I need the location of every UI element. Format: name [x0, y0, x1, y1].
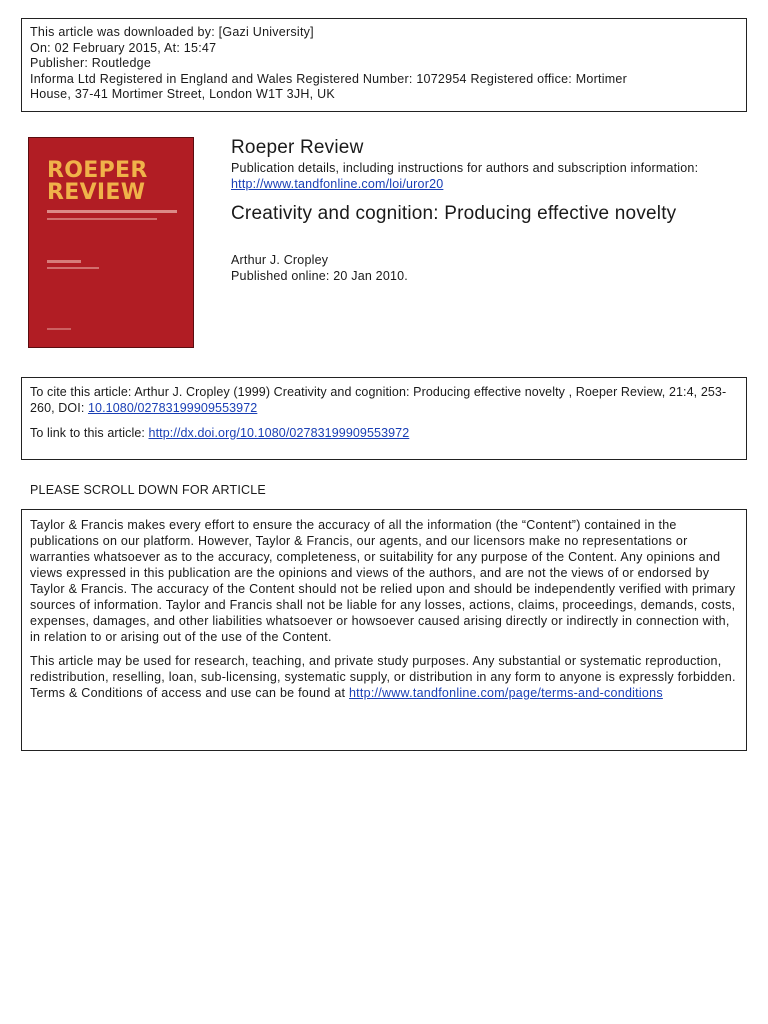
cover-editor-bar	[47, 260, 81, 263]
journal-title: Roeper Review	[231, 137, 364, 158]
cover-editor-name-bar	[47, 267, 99, 269]
download-line: Informa Ltd Registered in England and Wales Registered Number: 1072954 Registered office: Mortimer	[30, 71, 628, 86]
usage-paragraph: This article may be used for research, teaching, and private study purposes. Any substantial or systematic reproduction, redistribution, reselling, loan, sub-licensing, systematic supply, or distribution in any form to anyone is expressly forbidden. Terms & Conditions of access and use can be found at http://www.tandfonline.com/page/terms-and-conditions	[30, 654, 736, 700]
download-line: On: 02 February 2015, At: 15:47	[30, 40, 217, 55]
publication-details: Publication details, including instructions for authors and subscription information:	[231, 161, 699, 175]
article-link-row	[30, 425, 738, 441]
scroll-down-note: PLEASE SCROLL DOWN FOR ARTICLE	[30, 483, 266, 497]
download-info-box	[21, 18, 747, 112]
download-line: This article was downloaded by: [Gazi University]	[30, 25, 314, 39]
cover-issue-bar	[47, 218, 157, 220]
article-doi-link[interactable]: http://dx.doi.org/10.1080/02783199909553972	[148, 426, 410, 440]
published-date: Published online: 20 Jan 2010.	[231, 269, 408, 283]
cover-title: ROEPER REVIEW	[47, 158, 148, 205]
terms-box	[21, 509, 747, 751]
journal-link[interactable]: http://www.tandfonline.com/loi/uror20	[231, 177, 444, 191]
article-author: Arthur J. Cropley	[231, 253, 329, 267]
link-label: To link to this article:	[30, 426, 149, 440]
download-line: House, 37-41 Mortimer Street, London W1T 3JH, UK	[30, 87, 335, 101]
disclaimer-paragraph: Taylor & Francis makes every effort to ensure the accuracy of all the information (the “Content”) contained in the publications on our platform. However, Taylor & Francis, our agents, and our licensors make no representations or warranties whatsoever as to the accuracy, completeness, or suitability for any purpose of the Content. Any opinions and views expressed in this publication are the opinions and views of the authors, and are not the views of or endorsed by Taylor & Francis. The accuracy of the Content should not be relied upon and should be independently verified with primary sources of information. Taylor and Francis shall not be liable for any losses, actions, claims, proceedings, demands, costs, expenses, damages, and other liabilities whatsoever or howsoever caused arising directly or indirectly in connection with, in relation to or arising out of the use of the Content.	[30, 518, 736, 644]
cover-publisher-bar	[47, 328, 71, 330]
article-title: Creativity and cognition: Producing effective novelty	[231, 203, 677, 224]
download-line: Publisher: Routledge	[30, 56, 152, 70]
terms-conditions-link[interactable]: http://www.tandfonline.com/page/terms-and-conditions	[348, 686, 663, 700]
citation-box	[21, 377, 747, 460]
doi-link[interactable]: 10.1080/02783199909553972	[87, 401, 258, 415]
cover-subtitle-bar	[47, 210, 177, 213]
journal-cover-image	[28, 137, 194, 348]
citation-text: To cite this article: Arthur J. Cropley (1999) Creativity and cognition: Producing effective novelty , Roeper Review, 21:4, 253-260, DOI: 10.1080/02783199909553972	[30, 385, 727, 415]
